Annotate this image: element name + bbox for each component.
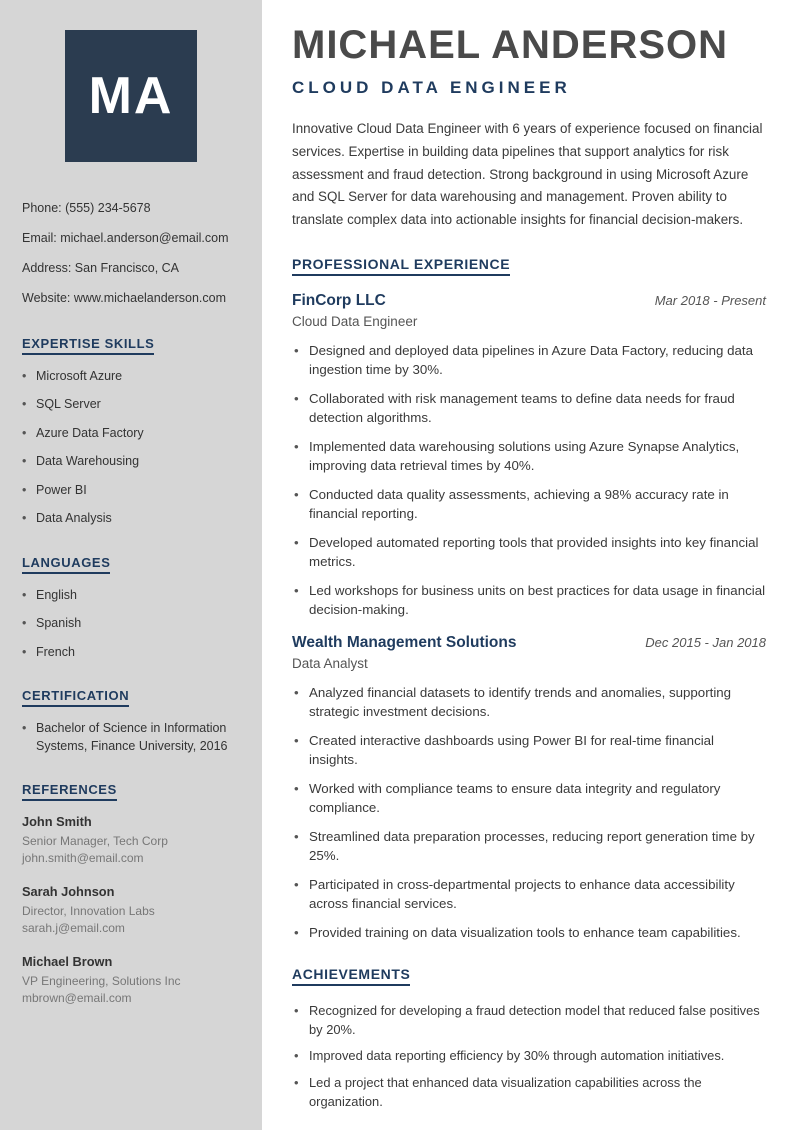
language-item: • French [22, 644, 240, 662]
reference-title: Senior Manager, Tech Corp [22, 834, 168, 848]
avatar [65, 30, 197, 162]
page-title: MICHAEL ANDERSON [292, 23, 729, 67]
references-section [22, 781, 240, 1007]
job-header [292, 292, 766, 310]
summary-paragraph: Innovative Cloud Data Engineer with 6 years of experience focused on financial services. Expertise in building data pipelines that support analytics for risk assessment and fraud detection. Strong background in using Microsoft Azure and SQL Server for data warehousing and management. Proven ability to translate complex data into actionable insights for financial decision-makers. [292, 121, 763, 228]
experience-heading: PROFESSIONAL EXPERIENCE [292, 256, 510, 276]
contact-phone: Phone: (555) 234-5678 [22, 201, 151, 215]
sidebar [0, 0, 262, 1130]
bullet-item: • Provided training on data visualization tools to enhance team capabilities. [292, 923, 766, 942]
bullet-item: • Developed automated reporting tools that provided insights into key financial metrics. [292, 533, 766, 572]
reference-item [22, 954, 240, 1008]
skill-item: • Data Warehousing [22, 453, 240, 471]
bullet-item: • Analyzed financial datasets to identify trends and anomalies, supporting strategic investment decisions. [292, 683, 766, 722]
skills-section [22, 335, 240, 528]
reference-name: Michael Brown [22, 953, 113, 969]
reference-title: Director, Innovation Labs [22, 903, 155, 918]
bullet-item: • Implemented data warehousing solutions using Azure Synapse Analytics, improving data retrieval times by 40%. [292, 437, 766, 476]
language-item: • English [22, 587, 240, 605]
contact-website: Website: www.michaelanderson.com [22, 290, 227, 305]
certification-item: • Bachelor of Science in Information Systems, Finance University, 2016 [22, 720, 240, 755]
achievement-item: • Recognized for developing a fraud detection model that reduced false positives by 20%. [292, 1002, 766, 1039]
role-subtitle: CLOUD DATA ENGINEER [292, 78, 571, 97]
references-heading: REFERENCES [22, 782, 117, 801]
reference-name: John Smith [22, 814, 92, 829]
job-dates: Mar 2018 - Present [654, 292, 766, 308]
skill-item: • SQL Server [22, 396, 240, 414]
certification-heading: CERTIFICATION [22, 688, 129, 707]
reference-title: VP Engineering, Solutions Inc [22, 973, 181, 988]
skills-list [22, 368, 240, 528]
job-title: Data Analyst [292, 655, 368, 671]
reference-item [22, 884, 240, 938]
certification-section [22, 687, 240, 755]
skill-item: • Data Analysis [22, 510, 240, 528]
bullet-item: • Streamlined data preparation processes, reducing report generation time by 25%. [292, 827, 766, 866]
reference-email: sarah.j@email.com [22, 921, 125, 936]
resume-main [262, 0, 800, 1130]
avatar-initials: MA [88, 67, 174, 125]
job-bullet-list [292, 341, 766, 620]
skill-item: • Azure Data Factory [22, 425, 240, 443]
reference-name: Sarah Johnson [22, 883, 115, 899]
skills-heading: EXPERTISE SKILLS [22, 336, 154, 355]
company-name: FinCorp LLC [292, 291, 386, 309]
job-dates: Dec 2015 - Jan 2018 [645, 634, 766, 650]
achievements-heading: ACHIEVEMENTS [292, 966, 410, 986]
bullet-item: • Created interactive dashboards using Power BI for real-time financial insights. [292, 731, 766, 770]
skill-item: • Microsoft Azure [22, 368, 240, 386]
bullet-item: • Led workshops for business units on best practices for data usage in financial decision-making. [292, 581, 766, 620]
bullet-item: • Collaborated with risk management teams to define data needs for fraud detection algorithms. [292, 389, 766, 428]
job-entry [292, 634, 766, 942]
job-bullet-list [292, 683, 766, 942]
certification-list [22, 720, 240, 755]
achievement-item: • Improved data reporting efficiency by 30% through automation initiatives. [292, 1047, 766, 1066]
language-item: • Spanish [22, 615, 240, 633]
reference-item [22, 814, 240, 868]
bullet-item: • Designed and deployed data pipelines in Azure Data Factory, reducing data ingestion time by 30%. [292, 341, 766, 380]
reference-email: john.smith@email.com [22, 851, 144, 866]
job-header [292, 634, 766, 652]
experience-heading-wrap [292, 256, 766, 290]
achievements-heading-wrap [292, 966, 766, 1000]
languages-list [22, 587, 240, 662]
bullet-item: • Participated in cross-departmental projects to enhance data accessibility across financial services. [292, 875, 766, 914]
contact-info [22, 200, 240, 307]
job-title: Cloud Data Engineer [292, 313, 418, 329]
job-entry [292, 292, 766, 620]
languages-heading: LANGUAGES [22, 555, 110, 574]
achievement-item: • Led a project that enhanced data visualization capabilities across the organization. [292, 1074, 766, 1111]
bullet-item: • Conducted data quality assessments, achieving a 98% accuracy rate in financial reporting. [292, 485, 766, 524]
contact-address: Address: San Francisco, CA [22, 260, 180, 275]
achievements-section [292, 966, 766, 1112]
company-name: Wealth Management Solutions [292, 633, 517, 651]
languages-section [22, 554, 240, 662]
bullet-item: • Worked with compliance teams to ensure data integrity and regulatory compliance. [292, 779, 766, 818]
achievements-list [292, 1002, 766, 1112]
contact-email: Email: michael.anderson@email.com [22, 230, 229, 245]
skill-item: • Power BI [22, 482, 240, 500]
reference-email: mbrown@email.com [22, 990, 132, 1005]
